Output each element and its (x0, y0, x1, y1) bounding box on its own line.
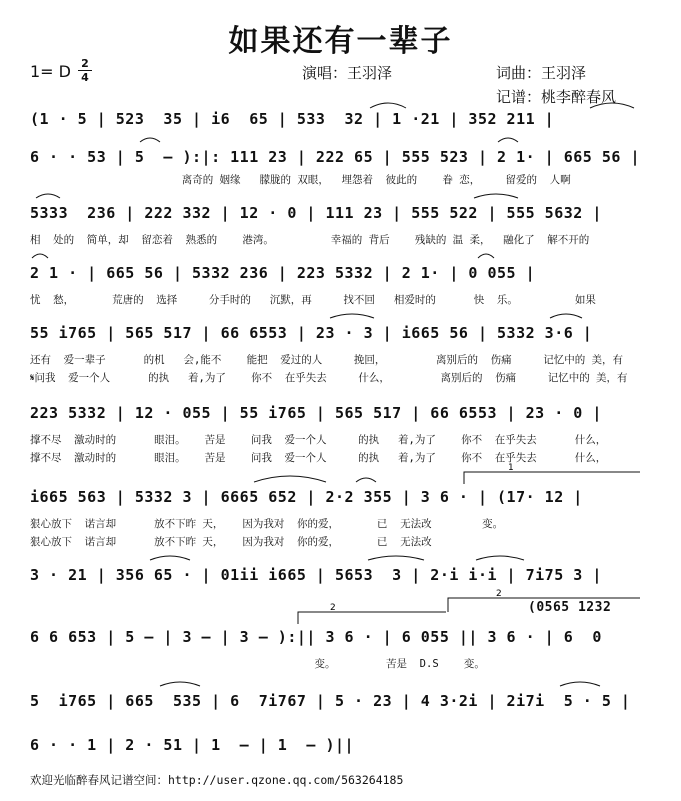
lyric-line-verse-1: 狠心放下 诺言却 放不下昨 天， 因为我对 你的爱， 已 无法改 变。 (30, 518, 504, 530)
notation-line: 5333 236 | 222 332 | 12 · 0 | 111 23 | 555 522 | 555 5632 | (30, 204, 602, 222)
notation-line: 6 · · 1 | 2 · 51 | 1 – | 1 – )|| (30, 736, 355, 754)
ending-bracket-3 (448, 589, 640, 612)
notation-line: 6 · · 53 | 5 – ):|: 111 23 | 222 65 | 555 523 | 2 1· | 665 56 | (30, 148, 640, 166)
notation-line: (1 · 5 | 523 35 | i6 65 | 533 32 | 1 ·21 | 352 211 | (30, 110, 555, 128)
singer-credit: 演唱：王羽泽 (302, 64, 393, 82)
interlude-notation: (0565 1232 (528, 600, 612, 615)
notation-line: 5 i765 | 665 535 | 6 7i767 | 5 · 23 | 4 3·2i | 2i7i 5 · 5 | (30, 692, 631, 710)
lyric-line: 忧 愁， 荒唐的 选择 分手时的 沉默，再 找不回 相爱时的 快 乐。 如果 (30, 294, 596, 306)
ending-bracket-2 (298, 603, 446, 624)
time-denominator: 4 (81, 71, 89, 84)
time-numerator: 2 (81, 57, 89, 70)
composer-credit: 词曲：王羽泽 (496, 64, 587, 82)
lyric-line: 离奇的 姻缘 朦胧的 双眼， 埋怨着 彼此的 眷 恋， 留爱的 人啊 (30, 174, 571, 186)
notation-line: 6 6 653 | 5 – | 3 – | 3 – ):|| 3 6 · | 6 055 || 3 6 · | 6 0 (30, 628, 602, 646)
notation-line: 55 i765 | 565 517 | 66 6553 | 23 · 3 | i665 56 | 5332 3·6 | (30, 324, 593, 342)
notation-line: 223 5332 | 12 · 055 | 55 i765 | 565 517 | 66 6553 | 23 · 0 | (30, 404, 602, 422)
footer-credit: 欢迎光临醉春风记谱空间：http://user.qzone.qq.com/563264185 (30, 773, 404, 787)
svg-text:2: 2 (330, 603, 336, 613)
svg-text:2: 2 (496, 589, 502, 599)
slur-marks (32, 103, 634, 686)
lyric-line-verse-1: 还有 爱一辈子 的机 会,能不 能把 爱过的人 挽回， 离别后的 伤痛 记忆中的 美，有 (30, 354, 624, 366)
key-signature: 1= D (30, 62, 71, 81)
lyric-line-verse-1: 撑不尽 激动时的 眼泪。 苦是 问我 爱一个人 的执 着,为了 你不 在乎失去 什么， (30, 434, 607, 446)
notation-line: 3 · 21 | 356 65 · | 01ii i665 | 5653 3 | 2·i i·i | 7i75 3 | (30, 566, 602, 584)
lyric-line-verse-2: 𝄋问我 爱一个人 的执 着,为了 你不 在乎失去 什么， 离别后的 伤痛 记忆中的 美，有 (30, 372, 628, 384)
svg-text:1: 1 (508, 463, 514, 473)
lyric-line-verse-2: 狠心放下 诺言却 放不下昨 天， 因为我对 你的爱， 已 无法改 (30, 536, 432, 548)
lyric-line-verse-2: 撑不尽 激动时的 眼泪。 苦是 问我 爱一个人 的执 着,为了 你不 在乎失去 什么， (30, 452, 607, 464)
transcriber-credit: 记谱：桃李醉春风 (496, 88, 617, 106)
notation-line: i665 563 | 5332 3 | 6665 652 | 2·2 355 | 3 6 · | (17· 12 | (30, 488, 583, 506)
ending-bracket-1 (464, 463, 640, 484)
lyric-line: 相 处的 简单，却 留恋着 熟悉的 港湾。 幸福的 背后 残缺的 温 柔， 融化了 解不开的 (30, 234, 590, 246)
notation-line: 2 1 · | 665 56 | 5332 236 | 223 5332 | 2 1· | 0 055 | (30, 264, 536, 282)
song-title: 如果还有一辈子 (228, 24, 453, 59)
lyric-line: 变。 苦是 D.S 变。 (30, 658, 485, 670)
